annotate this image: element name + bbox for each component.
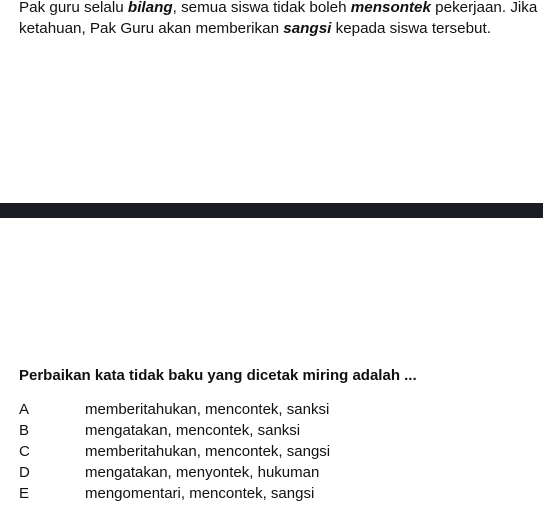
passage-text: , semua siswa tidak boleh bbox=[172, 0, 351, 16]
option-c[interactable] bbox=[19, 441, 539, 462]
option-text: mengomentari, mencontek, sangsi bbox=[85, 485, 315, 502]
option-text: memberitahukan, mencontek, sanksi bbox=[85, 401, 330, 418]
option-e[interactable] bbox=[19, 483, 539, 504]
section-divider bbox=[0, 203, 543, 218]
option-letter: D bbox=[19, 464, 30, 481]
option-text: mengatakan, menyontek, hukuman bbox=[85, 464, 320, 481]
option-letter: C bbox=[19, 443, 30, 460]
option-letter: A bbox=[19, 401, 30, 418]
passage-text: ketahuan, Pak Guru akan memberikan bbox=[19, 20, 284, 37]
question-text: Perbaikan kata tidak baku yang dicetak miring adalah ... bbox=[19, 367, 417, 384]
italic-word-bilang: bilang bbox=[127, 0, 173, 16]
passage-line-1 bbox=[19, 0, 541, 18]
answer-options bbox=[19, 399, 539, 504]
italic-word-mensontek: mensontek bbox=[350, 0, 431, 16]
passage-line-2 bbox=[19, 18, 541, 39]
option-text: mengatakan, mencontek, sanksi bbox=[85, 422, 301, 439]
passage-text: pekerjaan. Jika bbox=[430, 0, 538, 16]
passage-text: kepada siswa tersebut. bbox=[331, 20, 491, 37]
option-text: memberitahukan, mencontek, sangsi bbox=[85, 443, 331, 460]
cut-off-text-row bbox=[19, 503, 529, 508]
reading-passage bbox=[19, 0, 541, 39]
italic-word-sangsi: sangsi bbox=[283, 20, 332, 37]
option-d[interactable] bbox=[19, 462, 539, 483]
option-a[interactable] bbox=[19, 399, 539, 420]
option-letter: E bbox=[19, 485, 30, 502]
option-letter: B bbox=[19, 422, 30, 439]
option-b[interactable] bbox=[19, 420, 539, 441]
passage-text: Pak guru selalu bbox=[19, 0, 128, 16]
